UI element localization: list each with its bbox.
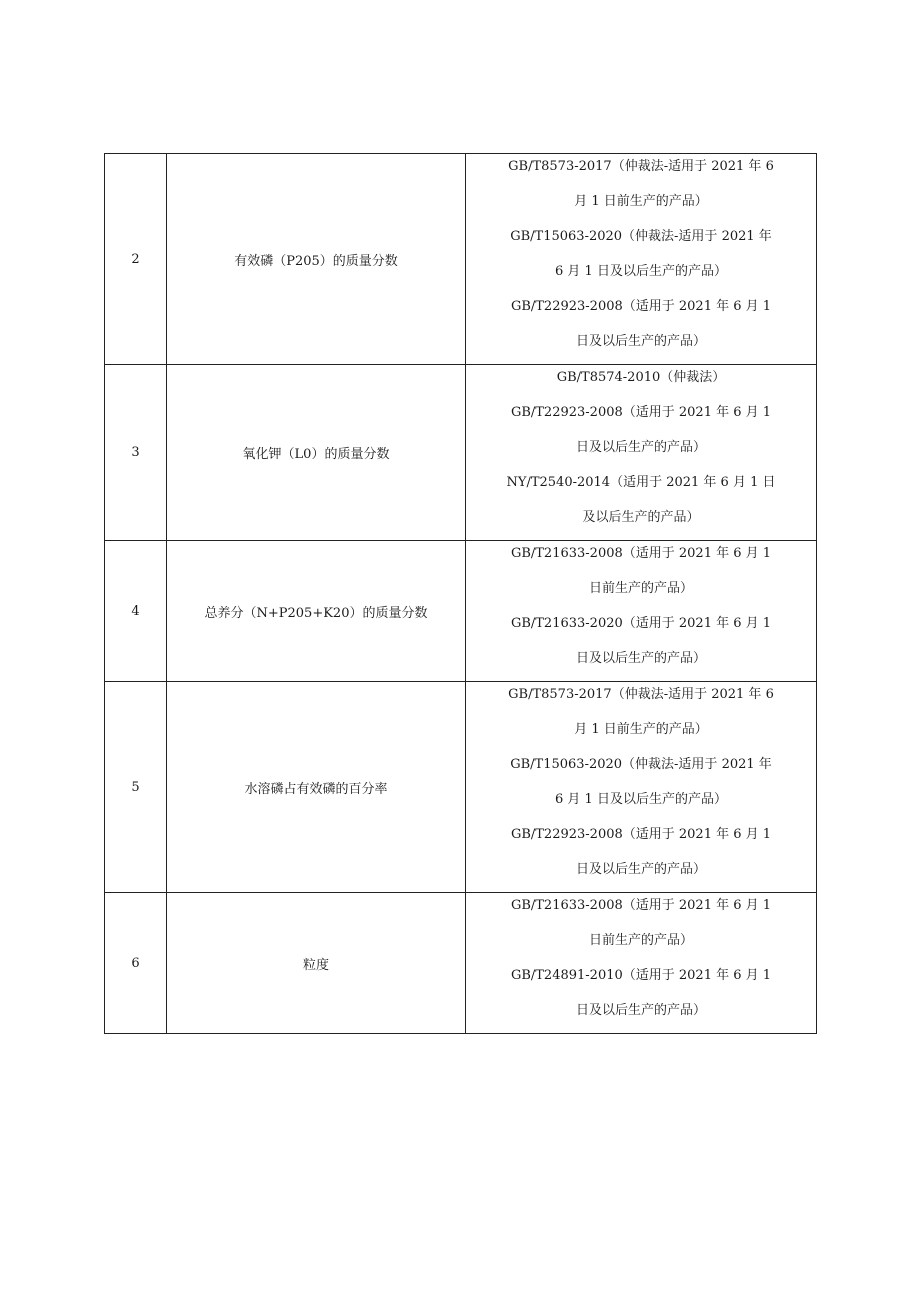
- test-item: 总养分（N+P205+K20）的质量分数: [167, 541, 466, 682]
- standard-line: 6 月 1 日及以后生产的产品）: [555, 792, 727, 807]
- table-row: [105, 682, 817, 893]
- standard-line: GB/T8574-2010（仲裁法）: [556, 370, 726, 385]
- standard-line: 日前生产的产品）: [588, 933, 693, 948]
- test-item: 粒度: [167, 893, 466, 1034]
- standard-line: 6 月 1 日及以后生产的产品）: [555, 264, 727, 279]
- standard-line: 日及以后生产的产品）: [575, 440, 706, 455]
- table-row: [105, 541, 817, 682]
- standard-line: 日及以后生产的产品）: [575, 334, 706, 349]
- row-number: 5: [105, 682, 167, 893]
- row-number: 2: [105, 154, 167, 365]
- standard-line: GB/T24891-2010（适用于 2021 年 6 月 1: [510, 968, 772, 983]
- standard-line: 及以后生产的产品）: [582, 510, 700, 525]
- standard-line: GB/T21633-2008（适用于 2021 年 6 月 1: [510, 546, 772, 561]
- standard-line: 日前生产的产品）: [588, 581, 693, 596]
- method-standards: [466, 365, 817, 541]
- test-item: 水溶磷占有效磷的百分率: [167, 682, 466, 893]
- standards-table: [104, 153, 817, 1034]
- standard-line: GB/T21633-2008（适用于 2021 年 6 月 1: [510, 898, 772, 913]
- test-item: 氧化钾（L0）的质量分数: [167, 365, 466, 541]
- standard-line: 日及以后生产的产品）: [575, 651, 706, 666]
- row-number: 3: [105, 365, 167, 541]
- test-item: 有效磷（P205）的质量分数: [167, 154, 466, 365]
- standard-line: GB/T22923-2008（适用于 2021 年 6 月 1: [510, 299, 772, 314]
- standard-line: GB/T21633-2020（适用于 2021 年 6 月 1: [510, 616, 772, 631]
- standard-line: GB/T22923-2008（适用于 2021 年 6 月 1: [510, 827, 772, 842]
- method-standards: [466, 154, 817, 365]
- standard-line: GB/T22923-2008（适用于 2021 年 6 月 1: [510, 405, 772, 420]
- table-row: [105, 893, 817, 1034]
- row-number: 6: [105, 893, 167, 1034]
- method-standards: [466, 541, 817, 682]
- standard-line: GB/T8573-2017（仲裁法-适用于 2021 年 6: [508, 687, 774, 702]
- standard-line: 日及以后生产的产品）: [575, 1003, 706, 1018]
- standard-line: 日及以后生产的产品）: [575, 862, 706, 877]
- standard-line: GB/T8573-2017（仲裁法-适用于 2021 年 6: [508, 159, 774, 174]
- method-standards: [466, 893, 817, 1034]
- standard-line: 月 1 日前生产的产品）: [574, 194, 708, 209]
- standard-line: GB/T15063-2020（仲裁法-适用于 2021 年: [510, 757, 772, 772]
- standard-line: NY/T2540-2014（适用于 2021 年 6 月 1 日: [506, 475, 776, 490]
- method-standards: [466, 682, 817, 893]
- row-number: 4: [105, 541, 167, 682]
- standard-line: 月 1 日前生产的产品）: [574, 722, 708, 737]
- standard-line: GB/T15063-2020（仲裁法-适用于 2021 年: [510, 229, 772, 244]
- table-row: [105, 365, 817, 541]
- table-row: [105, 154, 817, 365]
